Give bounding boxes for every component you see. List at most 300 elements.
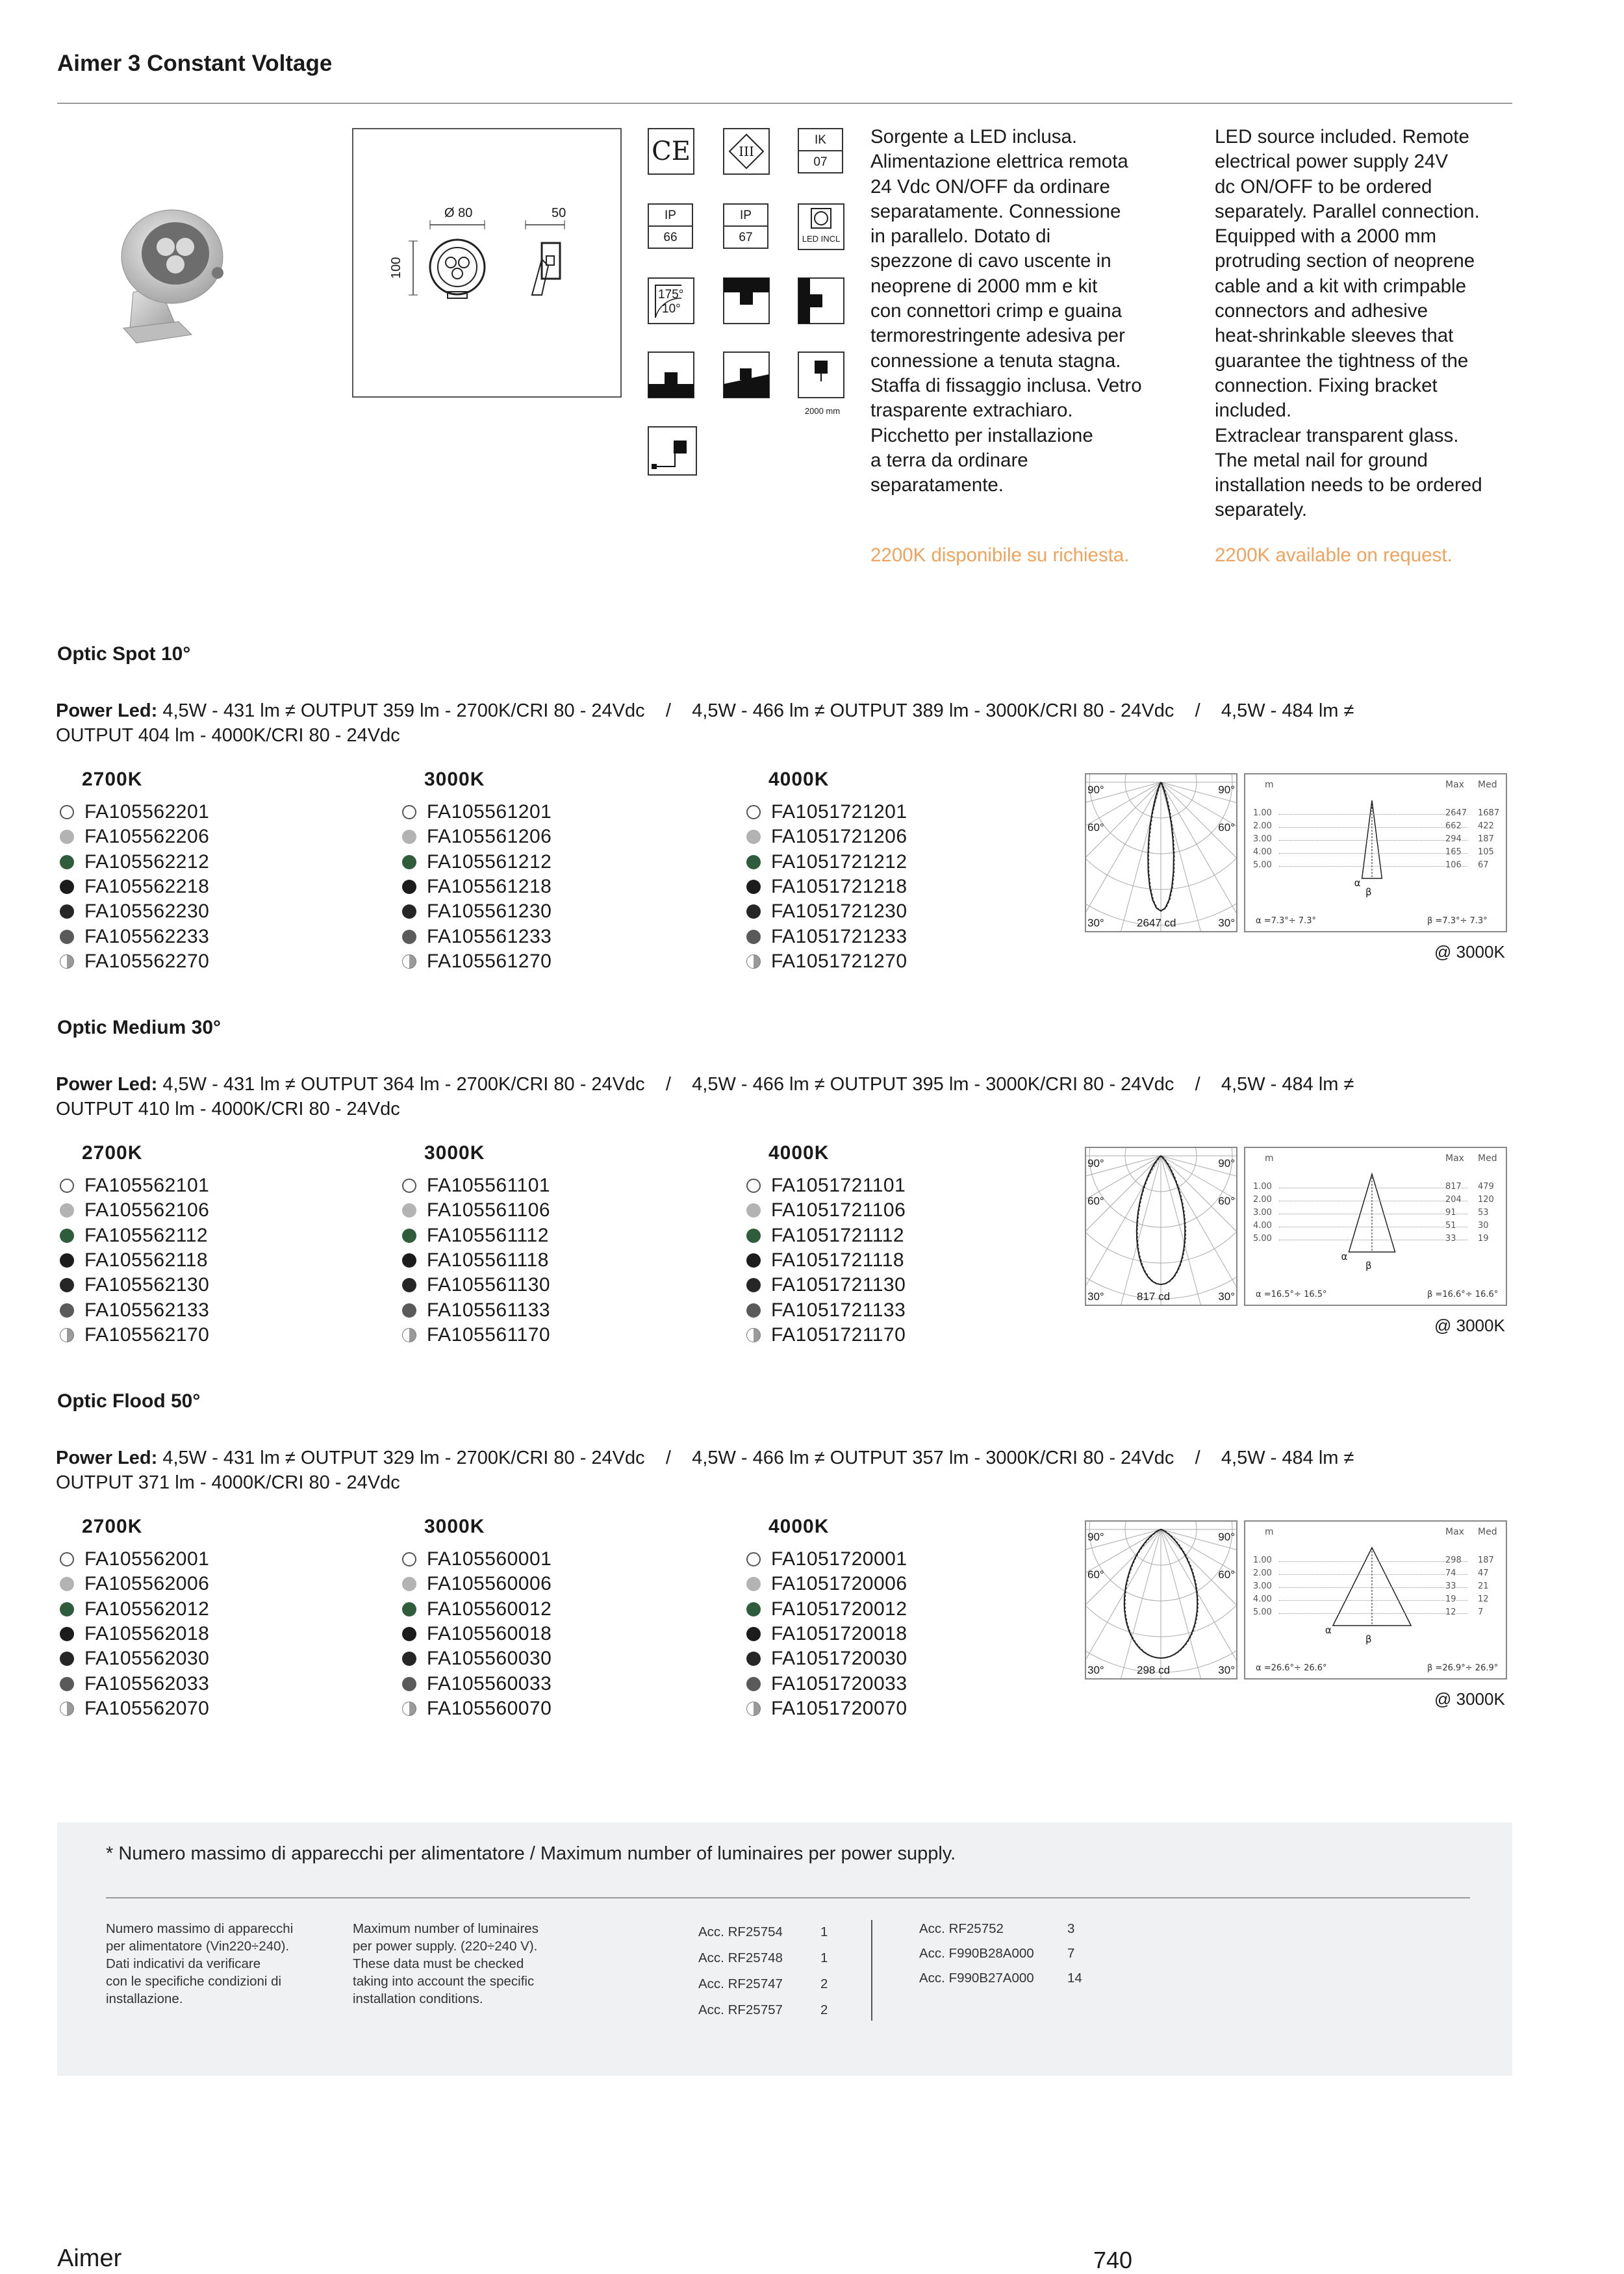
finish-color-swatch bbox=[746, 830, 761, 844]
distance-value: 1.00 bbox=[1253, 808, 1272, 818]
max-lux-value: 19 bbox=[1445, 1594, 1456, 1604]
angle-label: 60° bbox=[1218, 1195, 1235, 1207]
peak-intensity-label: 2647 cd bbox=[1137, 917, 1176, 929]
dotted-leader bbox=[1279, 866, 1467, 867]
product-code-row bbox=[400, 1572, 737, 1596]
distance-value: 2.00 bbox=[1253, 1568, 1272, 1578]
finish-color-swatch bbox=[746, 904, 761, 919]
product-code-row bbox=[744, 875, 1082, 899]
power-supply-note: * Numero massimo di apparecchi per alimentatore / Maximum number of luminaires per power supply. bbox=[106, 1843, 956, 1864]
power-led-spec bbox=[56, 1072, 1511, 1121]
product-code-row bbox=[57, 800, 395, 824]
beta-symbol: β bbox=[1365, 886, 1372, 898]
product-code: FA105560018 bbox=[427, 1623, 552, 1645]
cct-column bbox=[57, 1142, 395, 1348]
accessory-code: Acc. RF25747 bbox=[698, 1976, 783, 1991]
polar-curve-chart bbox=[1086, 1148, 1236, 1305]
product-code-row bbox=[744, 1273, 1082, 1297]
power-supply-info-box bbox=[57, 1822, 1512, 2076]
diameter-dimension: Ø 80 bbox=[444, 206, 473, 220]
dotted-leader bbox=[1279, 1561, 1467, 1562]
desc-en-line: separately. Parallel connection. bbox=[1215, 200, 1480, 222]
description-italian bbox=[870, 125, 1142, 498]
product-code-row bbox=[744, 850, 1082, 875]
peak-intensity-label: 817 cd bbox=[1137, 1290, 1171, 1303]
cct-column bbox=[400, 1516, 737, 1721]
accessory-qty: 2 bbox=[820, 2002, 828, 2017]
product-code: FA105562212 bbox=[84, 850, 210, 873]
cct-header: 2700K bbox=[82, 769, 143, 790]
max-lux-value: 165 bbox=[1445, 847, 1462, 857]
cct-header: 4000K bbox=[768, 1516, 830, 1537]
product-code: FA1051720006 bbox=[771, 1573, 907, 1595]
dotted-leader bbox=[1279, 814, 1467, 815]
footer-it-line: Dati indicativi da verificare bbox=[106, 1956, 261, 1971]
footer-it-line: con le specifiche condizioni di bbox=[106, 1974, 282, 1989]
power-led-spec bbox=[56, 698, 1511, 748]
accessory-code: Acc. F990B27A000 bbox=[919, 1971, 1034, 1986]
desc-it-line: spezzone di cavo uscente in bbox=[870, 250, 1111, 272]
polar-grid-spoke bbox=[1086, 1156, 1161, 1305]
desc-en-line: dc ON/OFF to be ordered bbox=[1215, 175, 1432, 198]
product-code-row bbox=[400, 1622, 737, 1646]
product-code-row bbox=[57, 1597, 395, 1622]
polar-grid-spoke bbox=[1161, 782, 1236, 931]
finish-color-swatch bbox=[746, 930, 761, 944]
distance-value: 4.00 bbox=[1253, 847, 1272, 857]
product-code-row bbox=[400, 1646, 737, 1671]
max-lux-value: 51 bbox=[1445, 1221, 1456, 1231]
finish-color-swatch bbox=[746, 1303, 761, 1318]
finish-color-swatch bbox=[746, 880, 761, 894]
max-lux-value: 2647 bbox=[1445, 808, 1467, 818]
footer-en-line: per power supply. (220÷240 V). bbox=[353, 1939, 538, 1954]
max-lux-value: 33 bbox=[1445, 1581, 1456, 1591]
product-code-row bbox=[744, 1622, 1082, 1646]
finish-color-swatch bbox=[746, 1652, 761, 1666]
beta-symbol: β bbox=[1365, 1633, 1372, 1645]
reference-cct: @ 3000K bbox=[1434, 942, 1505, 962]
angle-label: 90° bbox=[1218, 784, 1235, 796]
max-header: Max bbox=[1445, 1153, 1464, 1164]
finish-color-swatch bbox=[60, 1179, 74, 1193]
distance-value: 3.00 bbox=[1253, 1208, 1272, 1218]
med-header: Med bbox=[1478, 780, 1497, 790]
ce-mark-icon: CE bbox=[648, 128, 694, 175]
desc-it-line: Sorgente a LED inclusa. bbox=[870, 126, 1078, 147]
cable-length-label: 2000 mm bbox=[804, 406, 841, 416]
product-code: FA1051721206 bbox=[771, 826, 907, 848]
product-code: FA105562001 bbox=[84, 1548, 210, 1570]
product-code-row bbox=[400, 949, 737, 974]
product-code: FA1051721212 bbox=[771, 850, 907, 873]
med-lux-value: 187 bbox=[1478, 834, 1494, 844]
desc-it-line: Staffa di fissaggio inclusa. Vetro bbox=[870, 374, 1142, 396]
product-code-row bbox=[744, 1198, 1082, 1223]
desc-en-line: LED source included. Remote bbox=[1215, 126, 1469, 147]
power-led-line-2: OUTPUT 371 lm - 4000K/CRI 80 - 24Vdc bbox=[56, 1472, 400, 1493]
product-code: FA105562018 bbox=[84, 1623, 210, 1645]
cct-header: 3000K bbox=[424, 1142, 485, 1164]
power-led-line bbox=[56, 1446, 1511, 1470]
product-code-row bbox=[57, 1323, 395, 1348]
product-code-row bbox=[57, 1198, 395, 1223]
finish-color-swatch bbox=[746, 1203, 761, 1218]
ground-mount-icon bbox=[648, 351, 694, 398]
desc-en-line: electrical power supply 24V bbox=[1215, 151, 1449, 173]
tilt-175-label: 175° bbox=[658, 288, 684, 301]
finish-color-swatch bbox=[402, 1577, 416, 1591]
product-code-row bbox=[400, 1297, 737, 1322]
product-code-row bbox=[400, 1223, 737, 1248]
finish-color-swatch bbox=[60, 1702, 74, 1716]
footer-en-line: installation conditions. bbox=[353, 1991, 483, 2006]
product-code-row bbox=[57, 1622, 395, 1646]
distance-value: 5.00 bbox=[1253, 1234, 1272, 1244]
product-code: FA105562206 bbox=[84, 826, 210, 848]
product-code-row bbox=[744, 1671, 1082, 1696]
product-code-row bbox=[57, 875, 395, 899]
finish-color-swatch bbox=[60, 1652, 74, 1666]
desc-it-line: 24 Vdc ON/OFF da ordinare bbox=[870, 175, 1110, 198]
footer-it-line: installazione. bbox=[106, 1991, 183, 2006]
finish-color-swatch bbox=[402, 1179, 416, 1193]
desc-it-line: trasparente extrachiaro. bbox=[870, 400, 1073, 422]
dimension-drawing bbox=[352, 128, 622, 398]
alpha-angle: α =26.6°÷ 26.6° bbox=[1256, 1663, 1327, 1673]
footer-it-line: per alimentatore (Vin220÷240). bbox=[106, 1939, 290, 1954]
product-code-row bbox=[744, 1696, 1082, 1721]
product-code: FA1051720070 bbox=[771, 1697, 907, 1719]
polar-grid-spoke bbox=[1086, 782, 1161, 931]
angle-label: 90° bbox=[1218, 1531, 1235, 1543]
finish-color-swatch bbox=[402, 1303, 416, 1318]
max-lux-value: 106 bbox=[1445, 860, 1462, 870]
product-code-row bbox=[57, 949, 395, 974]
desc-en-line: connectors and adhesive bbox=[1215, 300, 1428, 322]
med-lux-value: 479 bbox=[1478, 1182, 1494, 1192]
product-code: FA105562012 bbox=[84, 1598, 210, 1620]
cct-header: 4000K bbox=[768, 769, 830, 790]
product-code-row bbox=[400, 1597, 737, 1622]
desc-en-line: separately. bbox=[1215, 499, 1308, 521]
cct-header: 2700K bbox=[82, 1516, 143, 1537]
product-code: FA105562218 bbox=[84, 876, 210, 898]
product-code: FA105562201 bbox=[84, 801, 210, 823]
footer-en-line: taking into account the specific bbox=[353, 1974, 535, 1989]
finish-color-swatch bbox=[60, 805, 74, 819]
product-code-row bbox=[57, 1273, 395, 1297]
angle-label: 60° bbox=[1087, 821, 1104, 834]
product-code: FA105562118 bbox=[84, 1249, 209, 1271]
max-lux-value: 12 bbox=[1445, 1607, 1456, 1617]
desc-en-line: Extraclear transparent glass. bbox=[1215, 424, 1459, 446]
cct-column bbox=[744, 1142, 1082, 1348]
max-lux-value: 662 bbox=[1445, 821, 1462, 831]
desc-it-line: separatamente. bbox=[870, 474, 1004, 496]
ik-rating-badge bbox=[798, 128, 843, 173]
finish-color-swatch bbox=[746, 805, 761, 819]
ik-label: IK bbox=[799, 129, 842, 151]
product-code-row bbox=[744, 1572, 1082, 1596]
description-english bbox=[1215, 125, 1482, 523]
cct-column bbox=[400, 1142, 737, 1348]
footer-it-line: Numero massimo di apparecchi bbox=[106, 1921, 294, 1936]
product-code: FA1051720030 bbox=[771, 1648, 907, 1670]
ip66-rating-badge bbox=[648, 203, 693, 249]
optic-title: Optic Flood 50° bbox=[57, 1390, 201, 1412]
power-led-values: 4,5W - 431 lm ≠ OUTPUT 329 lm - 2700K/CRI 80 - 24Vdc / 4,5W - 466 lm ≠ OUTPUT 357 lm - 3000K/CRI 80 - 24Vdc / 4,5W - 484 lm ≠ bbox=[157, 1448, 1354, 1468]
product-code: FA1051721106 bbox=[771, 1199, 906, 1221]
product-code-row bbox=[57, 1297, 395, 1322]
finish-color-swatch bbox=[746, 1577, 761, 1591]
finish-color-swatch bbox=[746, 1179, 761, 1193]
power-led-line bbox=[56, 1072, 1511, 1097]
med-lux-value: 12 bbox=[1478, 1594, 1489, 1604]
polar-curve-c90 bbox=[1125, 1529, 1198, 1658]
product-code-row bbox=[744, 1248, 1082, 1273]
accessory-qty: 14 bbox=[1067, 1971, 1082, 1986]
max-header: Max bbox=[1445, 780, 1464, 790]
finish-color-swatch bbox=[402, 954, 416, 969]
product-code-row bbox=[744, 1597, 1082, 1622]
product-code-row bbox=[744, 899, 1082, 924]
angle-label: 60° bbox=[1087, 1568, 1104, 1581]
ip66-label: IP bbox=[649, 205, 692, 227]
ip66-value: 66 bbox=[663, 231, 678, 244]
med-lux-value: 19 bbox=[1478, 1234, 1489, 1244]
cct-header: 2700K bbox=[82, 1142, 143, 1164]
med-lux-value: 105 bbox=[1478, 847, 1494, 857]
desc-it-line: in parallelo. Dotato di bbox=[870, 225, 1051, 248]
polar-diagram bbox=[1085, 1520, 1237, 1680]
product-code-row bbox=[744, 824, 1082, 849]
led-incl-label: LED INCL bbox=[802, 234, 841, 244]
product-code: FA105561233 bbox=[427, 925, 552, 947]
product-code: FA105562112 bbox=[84, 1224, 209, 1246]
cct-header: 3000K bbox=[424, 1516, 485, 1537]
dotted-leader bbox=[1279, 827, 1467, 828]
product-code: FA105560006 bbox=[427, 1573, 552, 1595]
distance-value: 5.00 bbox=[1253, 860, 1272, 870]
angle-label: 30° bbox=[1218, 917, 1235, 929]
finish-color-swatch bbox=[402, 855, 416, 869]
dotted-leader bbox=[1279, 1574, 1467, 1575]
reference-cct: @ 3000K bbox=[1434, 1689, 1505, 1709]
tilt-10-label: 10° bbox=[662, 302, 681, 316]
product-code-row bbox=[400, 1671, 737, 1696]
finish-color-swatch bbox=[402, 1627, 416, 1641]
polar-diagram bbox=[1085, 773, 1237, 932]
max-lux-value: 204 bbox=[1445, 1195, 1462, 1205]
product-code-row bbox=[400, 1696, 737, 1721]
desc-en-line: guarantee the tightness of the bbox=[1215, 350, 1469, 372]
med-header: Med bbox=[1478, 1153, 1497, 1164]
wall-mount-icon bbox=[723, 277, 770, 324]
finish-color-swatch bbox=[746, 1552, 761, 1566]
alpha-angle: α =16.5°÷ 16.5° bbox=[1256, 1290, 1327, 1299]
power-led-line bbox=[56, 698, 1511, 723]
angle-label: 90° bbox=[1087, 1531, 1104, 1543]
finish-color-swatch bbox=[60, 1253, 74, 1268]
product-code: FA1051721101 bbox=[771, 1175, 906, 1197]
product-code: FA105561212 bbox=[427, 850, 552, 873]
med-lux-value: 53 bbox=[1478, 1208, 1489, 1218]
beta-angle: β =16.6°÷ 16.6° bbox=[1427, 1290, 1499, 1299]
illuminance-table bbox=[1244, 1520, 1507, 1680]
product-code-row bbox=[744, 1646, 1082, 1671]
angle-label: 90° bbox=[1087, 1157, 1104, 1169]
product-code: FA1051721133 bbox=[771, 1299, 906, 1321]
desc-it-line: a terra da ordinare bbox=[870, 449, 1028, 471]
desc-it-line: termorestringente adesiva per bbox=[870, 325, 1125, 347]
finish-color-swatch bbox=[746, 1602, 761, 1616]
polar-diagram bbox=[1085, 1147, 1237, 1306]
product-code-row bbox=[57, 1696, 395, 1721]
side-mount-icon bbox=[798, 277, 844, 324]
product-code: FA1051721130 bbox=[771, 1274, 906, 1296]
dotted-leader bbox=[1279, 840, 1467, 841]
product-code: FA105561270 bbox=[427, 950, 552, 972]
class-iii-icon bbox=[723, 128, 770, 175]
angle-label: 60° bbox=[1218, 1568, 1235, 1581]
led-included-icon bbox=[798, 203, 844, 250]
angle-label: 30° bbox=[1087, 917, 1104, 929]
polar-curve-chart bbox=[1086, 774, 1236, 931]
accessory-qty: 3 bbox=[1067, 1921, 1075, 1936]
finish-color-swatch bbox=[402, 1253, 416, 1268]
product-code: FA1051720012 bbox=[771, 1598, 907, 1620]
dotted-leader bbox=[1279, 1600, 1467, 1601]
desc-en-line: connection. Fixing bracket bbox=[1215, 374, 1438, 396]
finish-color-swatch bbox=[402, 1552, 416, 1566]
product-code-row bbox=[57, 1223, 395, 1248]
cct-column bbox=[744, 769, 1082, 974]
angle-label: 30° bbox=[1218, 1290, 1235, 1303]
accessory-code: Acc. RF25748 bbox=[698, 1950, 783, 1965]
med-lux-value: 187 bbox=[1478, 1555, 1494, 1565]
angle-label: 30° bbox=[1218, 1664, 1235, 1676]
footer-text-italian bbox=[106, 1920, 293, 2008]
product-code: FA1051721230 bbox=[771, 901, 907, 923]
class-iii-label: III bbox=[739, 144, 754, 159]
finish-color-swatch bbox=[746, 1328, 761, 1342]
cable-icon bbox=[799, 353, 843, 382]
ip67-value: 67 bbox=[739, 231, 753, 244]
product-code: FA105562130 bbox=[84, 1274, 210, 1296]
angle-label: 90° bbox=[1087, 784, 1104, 796]
desc-en-line: cable and a kit with crimpable bbox=[1215, 275, 1466, 297]
product-code-row bbox=[400, 824, 737, 849]
alpha-symbol: α bbox=[1354, 877, 1361, 889]
finish-color-swatch bbox=[60, 1229, 74, 1243]
product-code: FA105560030 bbox=[427, 1648, 552, 1670]
product-code: FA105562270 bbox=[84, 950, 210, 972]
cct-column bbox=[400, 769, 737, 974]
accessory-qty: 1 bbox=[820, 1924, 828, 1939]
finish-color-swatch bbox=[402, 1702, 416, 1716]
distance-header: m bbox=[1265, 1153, 1274, 1164]
product-code: FA105562170 bbox=[84, 1323, 210, 1346]
finish-color-swatch bbox=[746, 1229, 761, 1243]
finish-color-swatch bbox=[60, 1278, 74, 1292]
med-lux-value: 30 bbox=[1478, 1221, 1489, 1231]
product-code-row bbox=[400, 1547, 737, 1572]
footer-divider bbox=[106, 1897, 1470, 1898]
availability-note-en: 2200K available on request. bbox=[1215, 544, 1453, 566]
desc-it-line: Picchetto per installazione bbox=[870, 424, 1093, 446]
desc-it-line: con connettori crimp e guaina bbox=[870, 300, 1123, 322]
med-lux-value: 47 bbox=[1478, 1568, 1489, 1578]
power-led-label: Power Led: bbox=[56, 1448, 158, 1468]
product-code: FA105561206 bbox=[427, 826, 552, 848]
product-code-row bbox=[744, 924, 1082, 949]
finish-color-swatch bbox=[60, 1627, 74, 1641]
finish-color-swatch bbox=[746, 954, 761, 969]
product-code: FA105561230 bbox=[427, 901, 552, 923]
finish-color-swatch bbox=[402, 1278, 416, 1292]
finish-color-swatch bbox=[60, 1677, 74, 1691]
page-title: Aimer 3 Constant Voltage bbox=[57, 51, 333, 76]
product-code-row bbox=[57, 824, 395, 849]
product-code: FA1051721218 bbox=[771, 876, 907, 898]
cct-column bbox=[744, 1516, 1082, 1721]
product-code-row bbox=[400, 800, 737, 824]
product-code: FA105562133 bbox=[84, 1299, 210, 1321]
peak-intensity-label: 298 cd bbox=[1137, 1664, 1171, 1676]
product-photo bbox=[97, 195, 260, 357]
distance-value: 1.00 bbox=[1253, 1555, 1272, 1565]
product-code-row bbox=[400, 1323, 737, 1348]
product-code-row bbox=[57, 850, 395, 875]
product-code: FA1051720018 bbox=[771, 1623, 907, 1645]
cct-column bbox=[57, 1516, 395, 1721]
finish-color-swatch bbox=[60, 855, 74, 869]
finish-color-swatch bbox=[746, 1677, 761, 1691]
product-code-row bbox=[744, 1323, 1082, 1348]
beta-angle: β =26.9°÷ 26.9° bbox=[1427, 1663, 1499, 1673]
accessory-qty: 7 bbox=[1067, 1946, 1075, 1961]
finish-color-swatch bbox=[402, 1652, 416, 1666]
reference-cct: @ 3000K bbox=[1434, 1316, 1505, 1335]
distance-value: 4.00 bbox=[1253, 1221, 1272, 1231]
product-code: FA105561218 bbox=[427, 876, 552, 898]
product-code: FA105560001 bbox=[427, 1548, 552, 1570]
distance-value: 1.00 bbox=[1253, 1182, 1272, 1192]
product-code-row bbox=[57, 1248, 395, 1273]
accessory-qty: 1 bbox=[820, 1950, 828, 1965]
product-code: FA105562233 bbox=[84, 925, 210, 947]
tilt-angle-icon bbox=[648, 277, 694, 324]
product-code: FA105562030 bbox=[84, 1648, 210, 1670]
angle-label: 90° bbox=[1218, 1157, 1235, 1169]
power-led-values: 4,5W - 431 lm ≠ OUTPUT 359 lm - 2700K/CRI 80 - 24Vdc / 4,5W - 466 lm ≠ OUTPUT 389 lm - 3000K/CRI 80 - 24Vdc / 4,5W - 484 lm ≠ bbox=[157, 700, 1354, 721]
finish-color-swatch bbox=[402, 830, 416, 844]
desc-it-line: neoprene di 2000 mm e kit bbox=[870, 275, 1098, 297]
distance-value: 3.00 bbox=[1253, 1581, 1272, 1591]
product-code: FA105562106 bbox=[84, 1199, 210, 1221]
product-code: FA1051720033 bbox=[771, 1672, 907, 1694]
brand-footer: Aimer bbox=[57, 2245, 122, 2272]
product-code: FA105561130 bbox=[427, 1274, 551, 1296]
max-lux-value: 33 bbox=[1445, 1234, 1456, 1244]
product-code: FA105562230 bbox=[84, 901, 210, 923]
accessory-qty: 2 bbox=[820, 1976, 828, 1991]
product-code: FA1051721118 bbox=[771, 1249, 905, 1271]
finish-color-swatch bbox=[746, 855, 761, 869]
accessory-divider bbox=[871, 1920, 872, 2021]
finish-color-swatch bbox=[402, 930, 416, 944]
